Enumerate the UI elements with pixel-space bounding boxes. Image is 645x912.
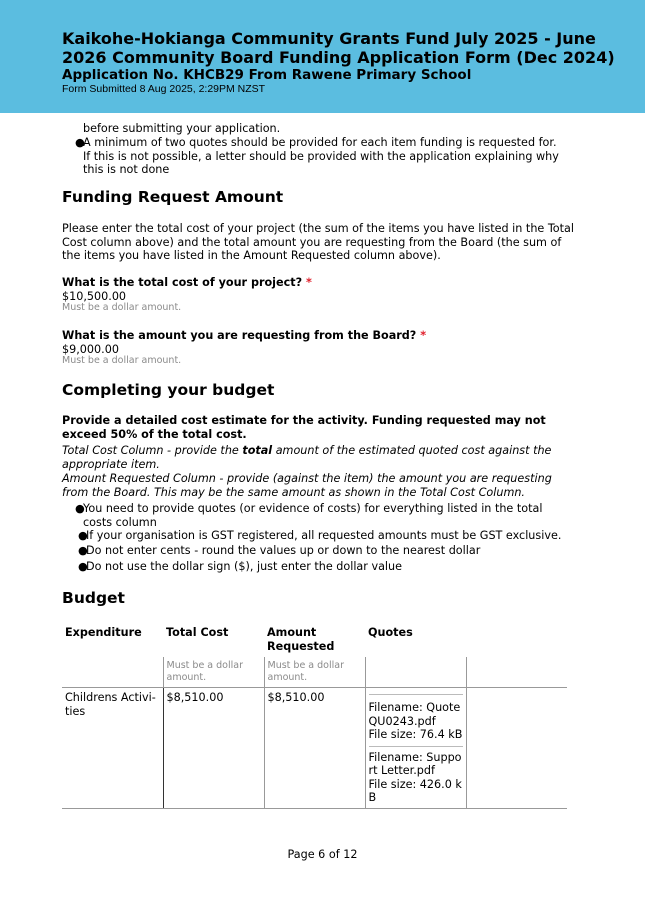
column-header-quotes: Quotes [368,626,413,639]
file-attachment[interactable] [369,746,463,805]
file-attachment[interactable] [369,694,463,742]
column-header-total-cost: Total Cost [166,626,229,639]
section-heading-completing: Completing your budget [62,381,275,399]
total-cost-hint: Must be a dollar amount. [62,302,182,313]
column-header-expenditure: Expenditure [65,626,142,639]
question-label: What is the total cost of your project? [62,276,303,289]
table-header-row [62,624,567,657]
amount-requested-cell: $8,510.00 [264,688,365,809]
question-amount-requested [62,329,426,342]
instruction-text: amount of the estimated quoted cost against the appropriate item. [62,444,552,471]
table-hint-row [62,657,567,688]
amount-requested-value: $9,000.00 [62,343,119,356]
instruction-text: Total Cost Column - provide the [62,444,243,457]
expenditure-cell: Childrens Activities [62,688,163,809]
total-cost-column-hint: Must be a dollar amount. [163,657,264,688]
bullet-text: You need to provide quotes (or evidence of costs) for everything listed in the total costs column [83,502,543,529]
bullet-icon: ● [75,502,85,515]
table-cell [466,688,567,809]
funding-description: Please enter the total cost of your project (the sum of the items you have listed in the Total Cost column above) and the total amount you are requesting from the Board (the sum of the items you have listed in the Amount Requested column above). [62,222,574,262]
column-header-empty [466,624,567,657]
list-item [78,529,566,543]
bullet-icon: ● [78,560,88,573]
amount-requested-column-hint: Must be a dollar amount. [264,657,365,688]
bullet-text: A minimum of two quotes should be provided for each item funding is requested for. If this is not possible, a letter should be provided with the application explaining why this is not done [83,136,559,176]
question-total-cost [62,276,312,289]
list-item [75,502,553,529]
table-row [62,688,567,809]
bullet-icon: ● [78,544,88,557]
section-heading-budget: Budget [62,589,125,607]
page-number: Page 6 of 12 [287,848,358,861]
page-header [0,0,645,113]
application-number: Application No. KHCB29 From Rawene Primary School [62,67,472,83]
budget-table [62,624,567,809]
bullet-icon: ● [75,136,85,149]
bullet-text: If your organisation is GST registered, all requested amounts must be GST exclusive. [86,529,562,542]
list-item [75,136,563,177]
file-size: File size: 426.0 kB [368,777,462,804]
bullet-text: Do not enter cents - round the values up or down to the nearest dollar [86,544,481,557]
file-name: Filename: Quote QU0243.pdf [368,701,461,728]
table-cell [62,657,163,688]
question-label: What is the amount you are requesting from the Board? [62,329,417,342]
amount-requested-hint: Must be a dollar amount. [62,355,182,366]
budget-instructions-bold: Provide a detailed cost estimate for the activity. Funding requested may not exceed 50% of the total cost. [62,414,546,441]
table-cell [466,657,567,688]
column-header-amount-requested: Amount Requested [267,626,335,653]
total-cost-cell: $8,510.00 [163,688,264,809]
list-item [78,560,566,574]
total-cost-value: $10,500.00 [62,290,127,303]
required-marker: * [305,276,312,289]
file-name: Filename: Support Letter.pdf [368,750,462,777]
submission-date: Form Submitted 8 Aug 2025, 2:29PM NZST [62,83,266,95]
intro-continued-text: before submitting your application. [83,122,281,135]
amount-requested-instructions: Amount Requested Column - provide (against the item) the amount you are requesting from the Board. This may be the same amount as shown in the Total Cost Column. [62,472,552,499]
file-size: File size: 76.4 kB [368,728,463,741]
quotes-cell [365,688,466,809]
section-heading-funding: Funding Request Amount [62,188,284,206]
bullet-text: Do not use the dollar sign ($), just enter the dollar value [86,560,403,573]
required-marker: * [420,329,427,342]
total-cost-instructions [62,444,572,471]
bullet-icon: ● [78,529,88,542]
table-cell [365,657,466,688]
form-title: Kaikohe-Hokianga Community Grants Fund July 2025 - June 2026 Community Board Funding Application Form (Dec 2024) [62,29,615,67]
instruction-emphasis: total [242,444,273,457]
list-item [78,544,566,558]
